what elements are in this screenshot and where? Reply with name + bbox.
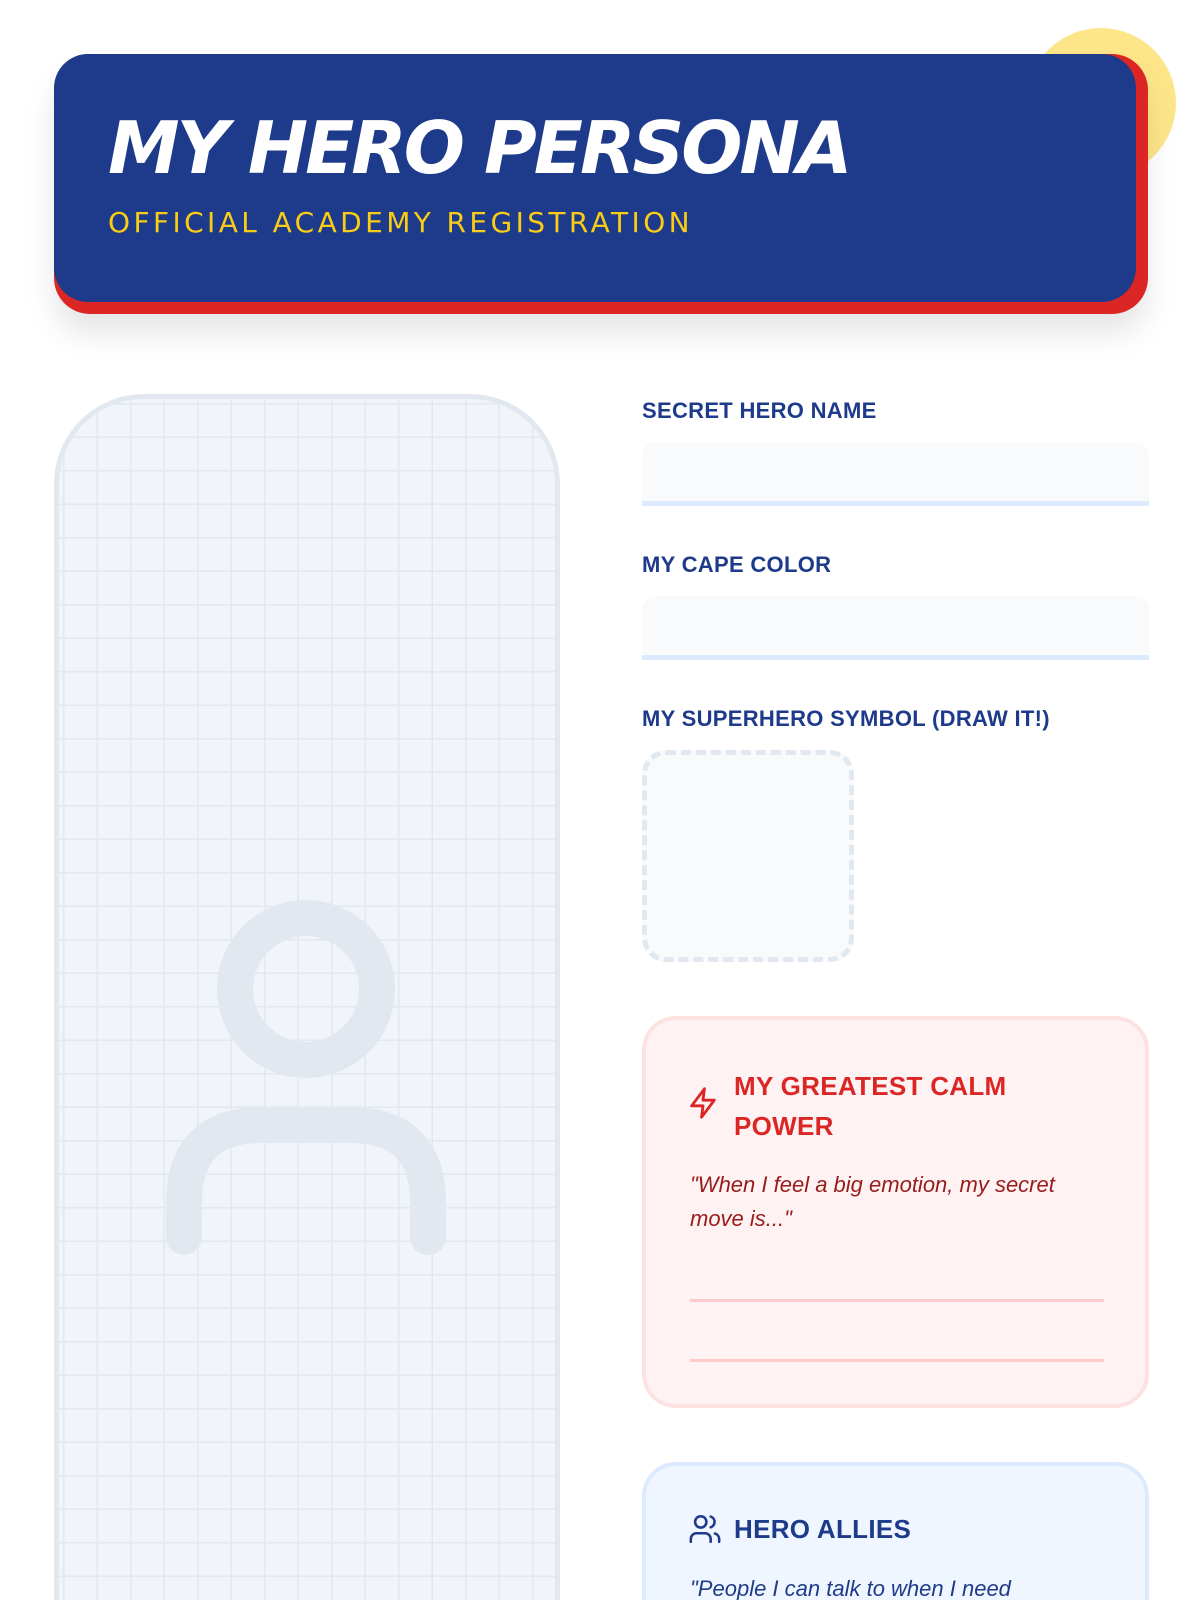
- hero-name-field[interactable]: [642, 442, 1149, 506]
- portrait-drawing-area[interactable]: [54, 394, 560, 1600]
- hero-name-label: SECRET HERO NAME: [642, 398, 877, 423]
- cape-color-label: MY CAPE COLOR: [642, 552, 832, 577]
- page-subtitle: OFFICIAL ACADEMY REGISTRATION: [108, 206, 693, 239]
- lightning-icon: [686, 1086, 720, 1120]
- symbol-label: MY SUPERHERO SYMBOL (DRAW IT!): [642, 706, 1050, 731]
- writing-line[interactable]: [690, 1359, 1104, 1362]
- calm-power-prompt: "When I feel a big emotion, my secret move is...": [690, 1172, 1055, 1231]
- users-icon: [688, 1512, 722, 1546]
- person-icon: [59, 399, 560, 1600]
- hero-allies-title: HERO ALLIES: [734, 1514, 912, 1544]
- page-title: MY HERO PERSONA: [108, 106, 850, 190]
- symbol-drawing-box[interactable]: [642, 750, 854, 962]
- cape-color-field[interactable]: [642, 596, 1149, 660]
- calm-power-title: MY GREATEST CALM POWER: [734, 1071, 1007, 1141]
- writing-line[interactable]: [690, 1299, 1104, 1302]
- hero-allies-prompt: "People I can talk to when I need: [690, 1576, 1011, 1600]
